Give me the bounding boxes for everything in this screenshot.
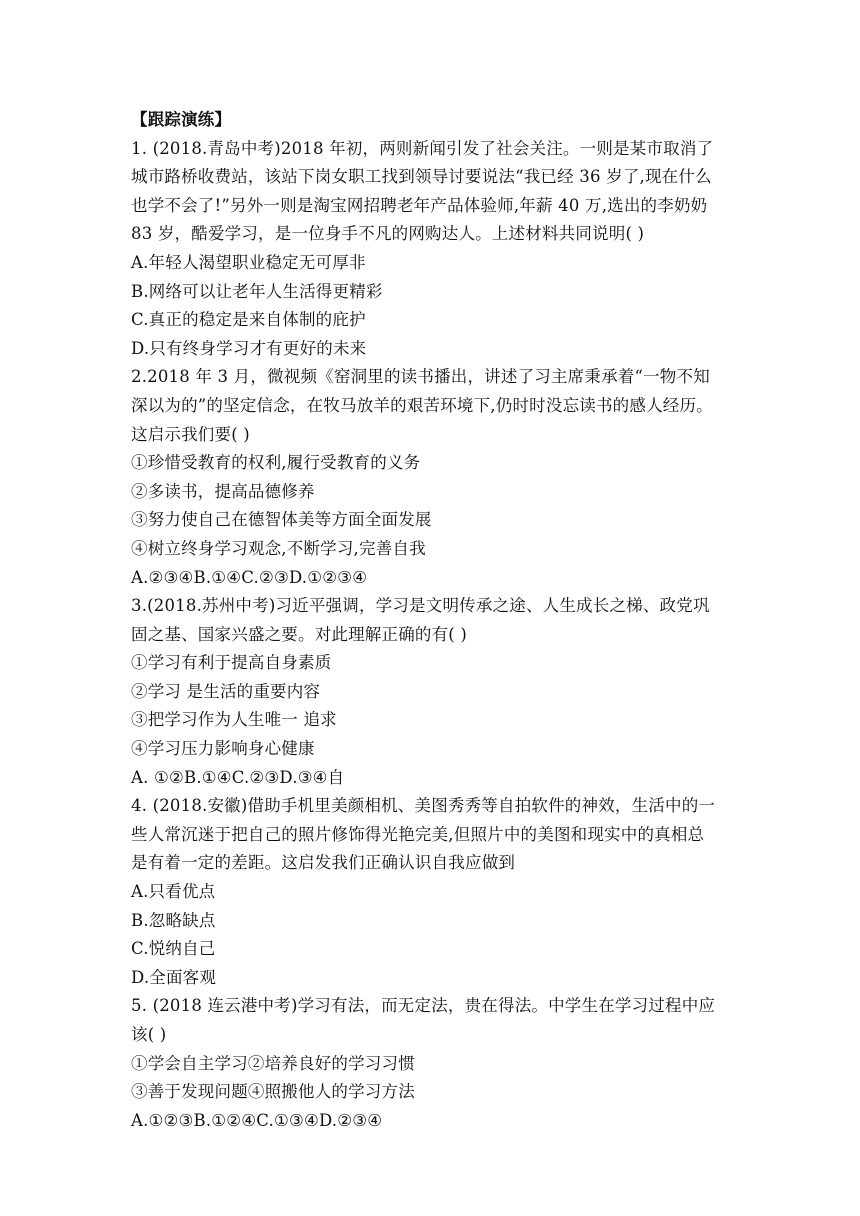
text-line: 城市路桥收费站，该站下岗女职工找到领导讨要说法“我已经 36 岁了,现在什么: [131, 167, 712, 187]
text-line: 2.2018 年 3 月，微视频《窑洞里的读书播出，讲述了习主席秉承着“一物不知: [131, 367, 710, 387]
section-heading: 【跟踪演练】: [131, 110, 232, 129]
text-line: 这启示我们要( ): [131, 424, 250, 444]
statement-line: ①学习有利于提高自身素质: [131, 653, 332, 673]
text-line: 该( ): [131, 1025, 167, 1044]
text-line: 固之基、国家兴盛之要。对此理解正确的有( ): [131, 624, 468, 644]
option-line: C.悦纳自己: [131, 939, 216, 959]
text-line: 5. (2018 连云港中考)学习有法，而无定法，贵在得法。中学生在学习过程中应: [131, 996, 716, 1016]
text-line: 3.(2018.苏州中考)习近平强调，学习是文明传承之途、人生成长之梯、政党巩: [131, 596, 710, 616]
statement-line: ④学习压力影响身心健康: [131, 739, 315, 759]
document-page: [131, 106, 731, 1135]
statement-line: ③善于发现问题④照搬他人的学习方法: [131, 1082, 415, 1102]
option-line: B.网络可以让老年人生活得更精彩: [131, 281, 383, 301]
statement-line: ①学会自主学习②培养良好的学习习惯: [131, 1053, 415, 1073]
statement-line: ③努力使自己在德智体美等方面全面发展: [131, 510, 432, 530]
statement-line: ③把学习作为人生唯一 追求: [131, 710, 337, 730]
text-line: 也学不会了!”另外一则是淘宝网招聘老年产品体验师,年薪 40 万,选出的李奶奶: [131, 195, 708, 215]
option-line: B.忽略缺点: [131, 910, 216, 930]
text-line: 深以为的”的坚定信念，在牧马放羊的艰苦环境下,仍时时没忘读书的感人经历。: [131, 395, 713, 415]
option-line: A.只看优点: [131, 882, 216, 902]
text-line: 83 岁，酷爱学习，是一位身手不凡的网购达人。上述材料共同说明( ): [131, 224, 645, 244]
option-line: C.真正的稳定是来自体制的庇护: [131, 310, 366, 330]
statement-line: ①珍惜受教育的权利,履行受教育的义务: [131, 453, 421, 473]
text-line: 4. (2018.安徽)借助手机里美颜相机、美图秀秀等自拍软件的神效，生活中的一: [131, 796, 716, 816]
text-line: 1. (2018.青岛中考)2018 年初，两则新闻引发了社会关注。一则是某市取消了: [131, 138, 714, 158]
option-line: A.①②③B.①②④C.①③④D.②③④: [131, 1110, 383, 1130]
statement-line: ④树立终身学习观念,不断学习,完善自我: [131, 538, 426, 558]
option-line: D.全面客观: [131, 967, 217, 987]
option-line: D.只有终身学习才有更好的未来: [131, 338, 367, 358]
statement-line: ②多读书，提高品德修养: [131, 481, 315, 501]
option-line: A.②③④B.①④C.②③D.①②③④: [131, 567, 368, 587]
option-line: A. ①②B.①④C.②③D.③④自: [131, 767, 345, 787]
option-line: A.年轻人渴望职业稳定无可厚非: [131, 252, 366, 272]
text-line: 是有着一定的差距。这启发我们正确认识自我应做到: [131, 853, 516, 873]
text-line: 些人常沉迷于把自己的照片修饰得光艳完美,但照片中的美图和现实中的真相总: [131, 824, 705, 844]
statement-line: ②学习 是生活的重要内容: [131, 681, 321, 701]
